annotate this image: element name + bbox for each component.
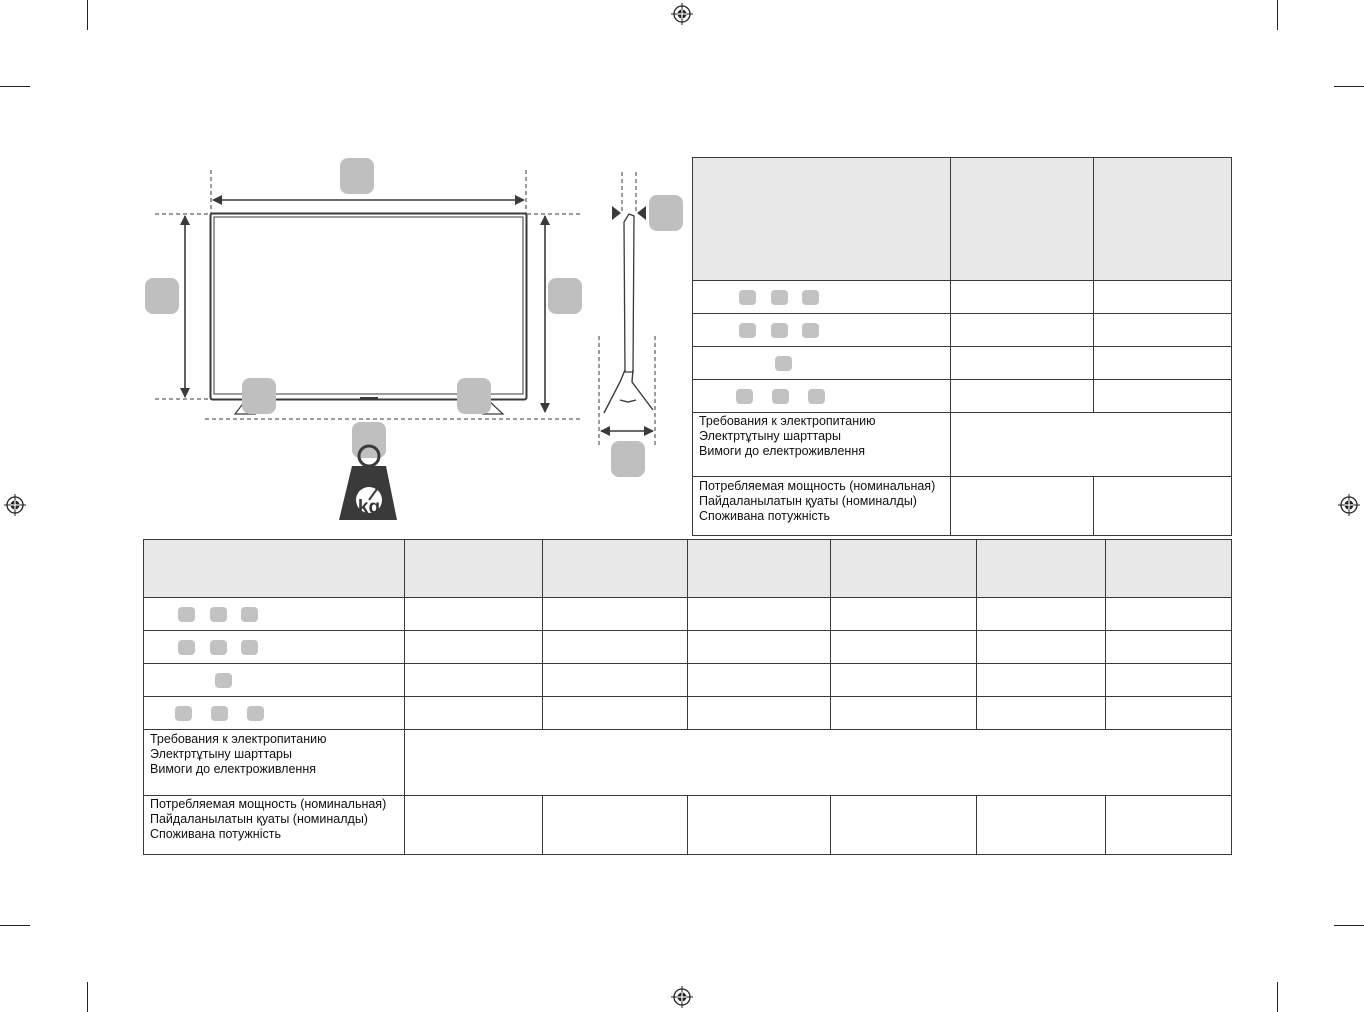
power-requirement-label-uk: Вимоги до електроживлення: [699, 444, 865, 458]
table-header-row: [693, 158, 1232, 281]
power-requirements-row: [144, 730, 1232, 796]
power-consumption-label-ru: Потребляемая мощность (номинальная): [150, 797, 387, 811]
crop-mark: [1277, 0, 1278, 30]
tv-dimension-diagram: [0, 0, 690, 540]
spec-table-top: [692, 157, 1232, 536]
spec-table-bottom: [143, 539, 1232, 855]
table-row: [693, 281, 1232, 314]
tv-front-view: [155, 170, 582, 419]
crop-mark: [87, 982, 88, 1012]
registration-mark-icon: [1338, 494, 1360, 516]
table-row: [693, 314, 1232, 347]
table-header-row: [144, 540, 1232, 598]
power-consumption-row: [693, 477, 1232, 536]
table-row: [693, 380, 1232, 413]
power-requirement-label-kk: Электртұтыну шарттары: [699, 429, 841, 443]
power-consumption-label-uk: Споживана потужність: [699, 509, 830, 523]
power-requirement-label-ru: Требования к электропитанию: [699, 414, 876, 428]
table-row: [144, 664, 1232, 697]
crop-mark: [1277, 982, 1278, 1012]
power-consumption-label-kk: Пайдаланылатын қуаты (номиналды): [150, 812, 368, 826]
table-row: [144, 697, 1232, 730]
power-requirement-label-kk: Электртұтыну шарттары: [150, 747, 292, 761]
power-consumption-label-ru: Потребляемая мощность (номинальная): [699, 479, 936, 493]
table-row: [693, 347, 1232, 380]
table-row: [144, 598, 1232, 631]
crop-mark: [1334, 86, 1364, 87]
table-row: [144, 631, 1232, 664]
weight-unit-label: kg: [357, 497, 381, 518]
power-consumption-label-uk: Споживана потужність: [150, 827, 281, 841]
power-requirement-label-ru: Требования к электропитанию: [150, 732, 327, 746]
crop-mark: [0, 925, 30, 926]
power-consumption-row: [144, 796, 1232, 855]
power-requirement-label-uk: Вимоги до електроживлення: [150, 762, 316, 776]
power-requirements-row: [693, 413, 1232, 477]
registration-mark-icon: [671, 986, 693, 1008]
crop-mark: [1334, 925, 1364, 926]
power-consumption-label-kk: Пайдаланылатын қуаты (номиналды): [699, 494, 917, 508]
tv-side-view: [599, 172, 655, 445]
